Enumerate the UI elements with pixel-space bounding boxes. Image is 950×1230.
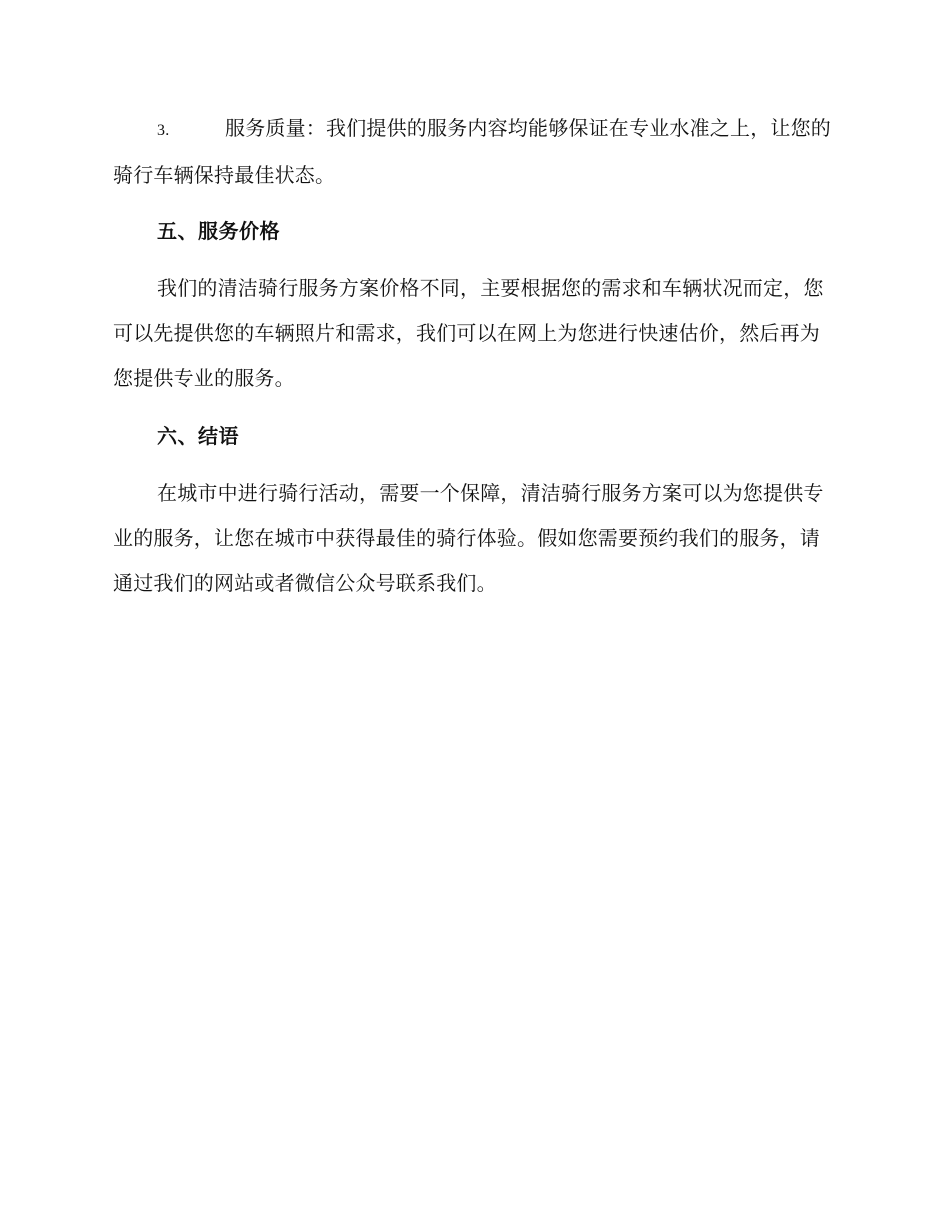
section-heading-conclusion: 六、结语 — [157, 424, 239, 448]
section-heading-price: 五、服务价格 — [157, 219, 280, 243]
paragraph-conclusion: 在城市中进行骑行活动，需要一个保障，清洁骑行服务方案可以为您提供专业的服务，让您在城市中获得最佳的骑行体验。假如您需要预约我们的服务，请通过我们的网站或者微信公众号联系我们。 — [113, 481, 824, 595]
list-item-text: 服务质量：我们提供的服务内容均能够保证在专业水准之上，让您的骑行车辆保持最佳状态。 — [113, 116, 831, 187]
paragraph-price: 我们的清洁骑行服务方案价格不同，主要根据您的需求和车辆状况而定，您可以先提供您的车辆照片和需求，我们可以在网上为您进行快速估价，然后再为您提供专业的服务。 — [113, 276, 824, 390]
list-item-3 — [113, 106, 835, 198]
list-number: 3. — [157, 122, 170, 139]
